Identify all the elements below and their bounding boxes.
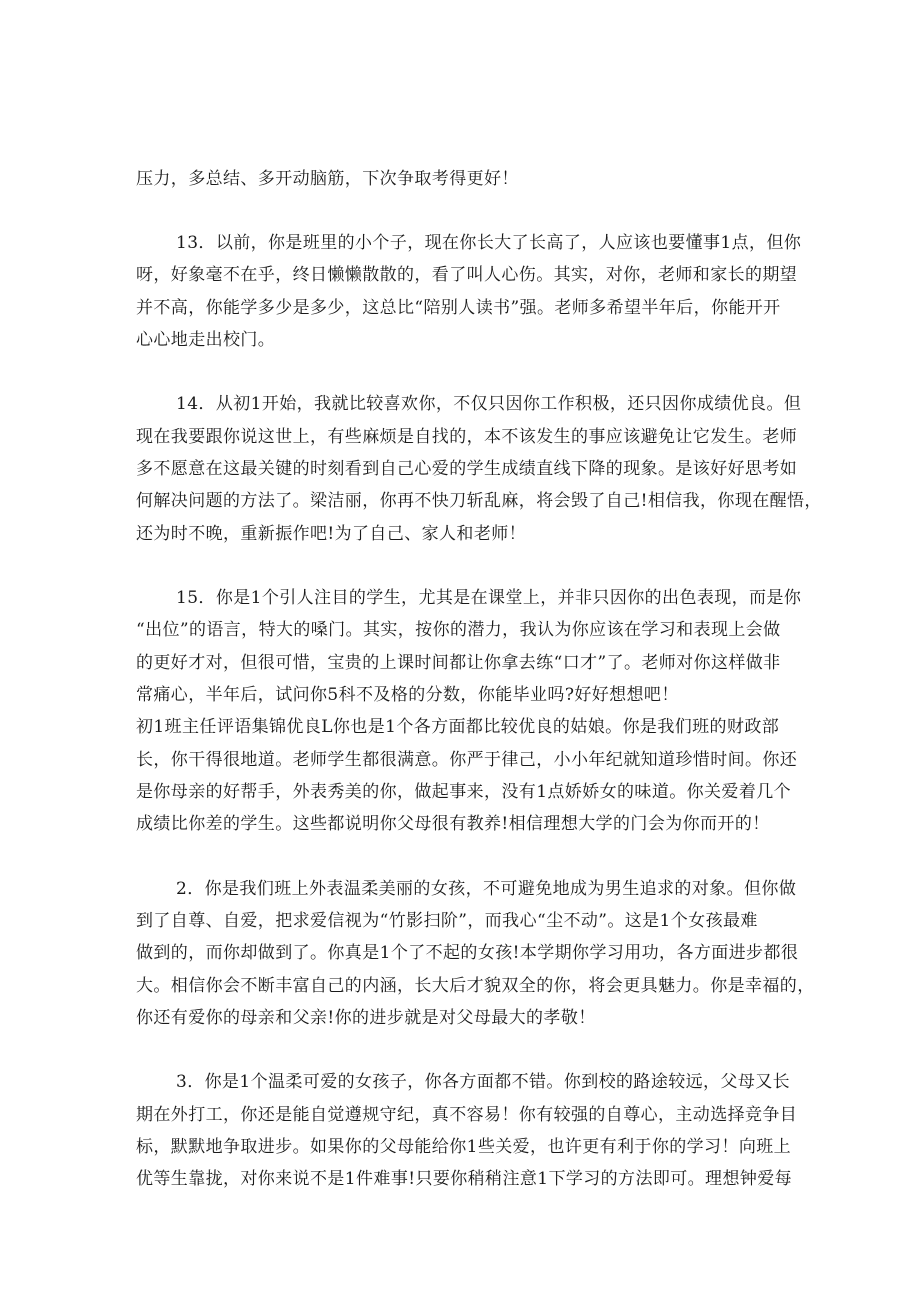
text-line: 还为时不晚，重新振作吧!为了自己、家人和老师！ (136, 524, 527, 544)
text-line: 你还有爱你的母亲和父亲!你的进步就是对父母最大的孝敬！ (136, 1008, 596, 1028)
text-line: 13．以前，你是班里的小个子，现在你长大了长高了，人应该也要懂事1点，但你 (176, 233, 802, 253)
text-line: 常痛心，半年后，试问你5科不及格的分数，你能毕业吗?好好想想吧！ (136, 685, 679, 705)
text-line: 何解决问题的方法了。梁洁丽，你再不快刀斩乱麻，将会毁了自己!相信我，你现在醒悟， (136, 491, 822, 511)
text-line: 是你母亲的好帮手，外表秀美的你，做起事来，没有1点娇娇女的味道。你关爱着几个 (136, 782, 792, 802)
text-line: 压力，多总结、多开动脑筋，下次争取考得更好！ (136, 169, 519, 189)
text-line: 标，默默地争取进步。如果你的父母能给你1些关爱，也许更有利于你的学习！向班上 (136, 1137, 792, 1157)
text-line: 期在外打工，你还是能自觉遵规守纪，真不容易！你有较强的自尊心，主动选择竞争目 (136, 1105, 798, 1125)
text-line: 3．你是1个温柔可爱的女孩子，你各方面都不错。你到校的路途较远，父母又长 (176, 1072, 791, 1092)
text-line: 并不高，你能学多少是多少，这总比“陪别人读书”强。老师多希望半年后，你能开开 (136, 298, 781, 318)
text-line: 长，你干得很地道。老师学生都很满意。你严于律己，小小年纪就知道珍惜时间。你还 (136, 750, 798, 770)
text-line: 成绩比你差的学生。这些都说明你父母很有教养!相信理想大学的门会为你而开的！ (136, 814, 770, 834)
text-line: 呀，好象毫不在乎，终日懒懒散散的，看了叫人心伤。其实，对你，老师和家长的期望 (136, 265, 798, 285)
text-line: 14．从初1开始，我就比较喜欢你，不仅只因你工作积极，还只因你成绩优良。但 (176, 394, 802, 414)
text-line: 的更好才对，但很可惜，宝贵的上课时间都让你拿去练“口才”了。老师对你这样做非 (136, 653, 781, 673)
text-line: 2．你是我们班上外表温柔美丽的女孩，不可避免地成为男生追求的对象。但你做 (176, 879, 797, 899)
text-line: 多不愿意在这最关键的时刻看到自己心爱的学生成绩直线下降的现象。是该好好思考如 (136, 459, 798, 479)
text-line: 初1班主任评语集锦优良L你也是1个各方面都比较优良的姑娘。你是我们班的财政部 (136, 717, 780, 737)
text-line: 大。相信你会不断丰富自己的内涵，长大后才貌双全的你，将会更具魅力。你是幸福的， (136, 976, 815, 996)
text-line: 现在我要跟你说这世上，有些麻烦是自找的，本不该发生的事应该避免让它发生。老师 (136, 427, 798, 447)
text-line: “出位”的语言，特大的嗓门。其实，按你的潜力，我认为你应该在学习和表现上会做 (136, 620, 781, 640)
text-line: 心心地走出校门。 (136, 330, 276, 350)
text-line: 做到的，而你却做到了。你真是1个了不起的女孩!本学期你学习用功，各方面进步都很 (136, 943, 799, 963)
text-line: 优等生靠拢，对你来说不是1件难事!只要你稍稍注意1下学习的方法即可。理想钟爱每 (136, 1169, 793, 1189)
text-line: 到了自尊、自爱，把求爱信视为“竹影扫阶”，而我心“尘不动”。这是1个女孩最难 (136, 911, 758, 931)
text-line: 15．你是1个引人注目的学生，尤其是在课堂上，并非只因你的出色表现，而是你 (176, 588, 802, 608)
